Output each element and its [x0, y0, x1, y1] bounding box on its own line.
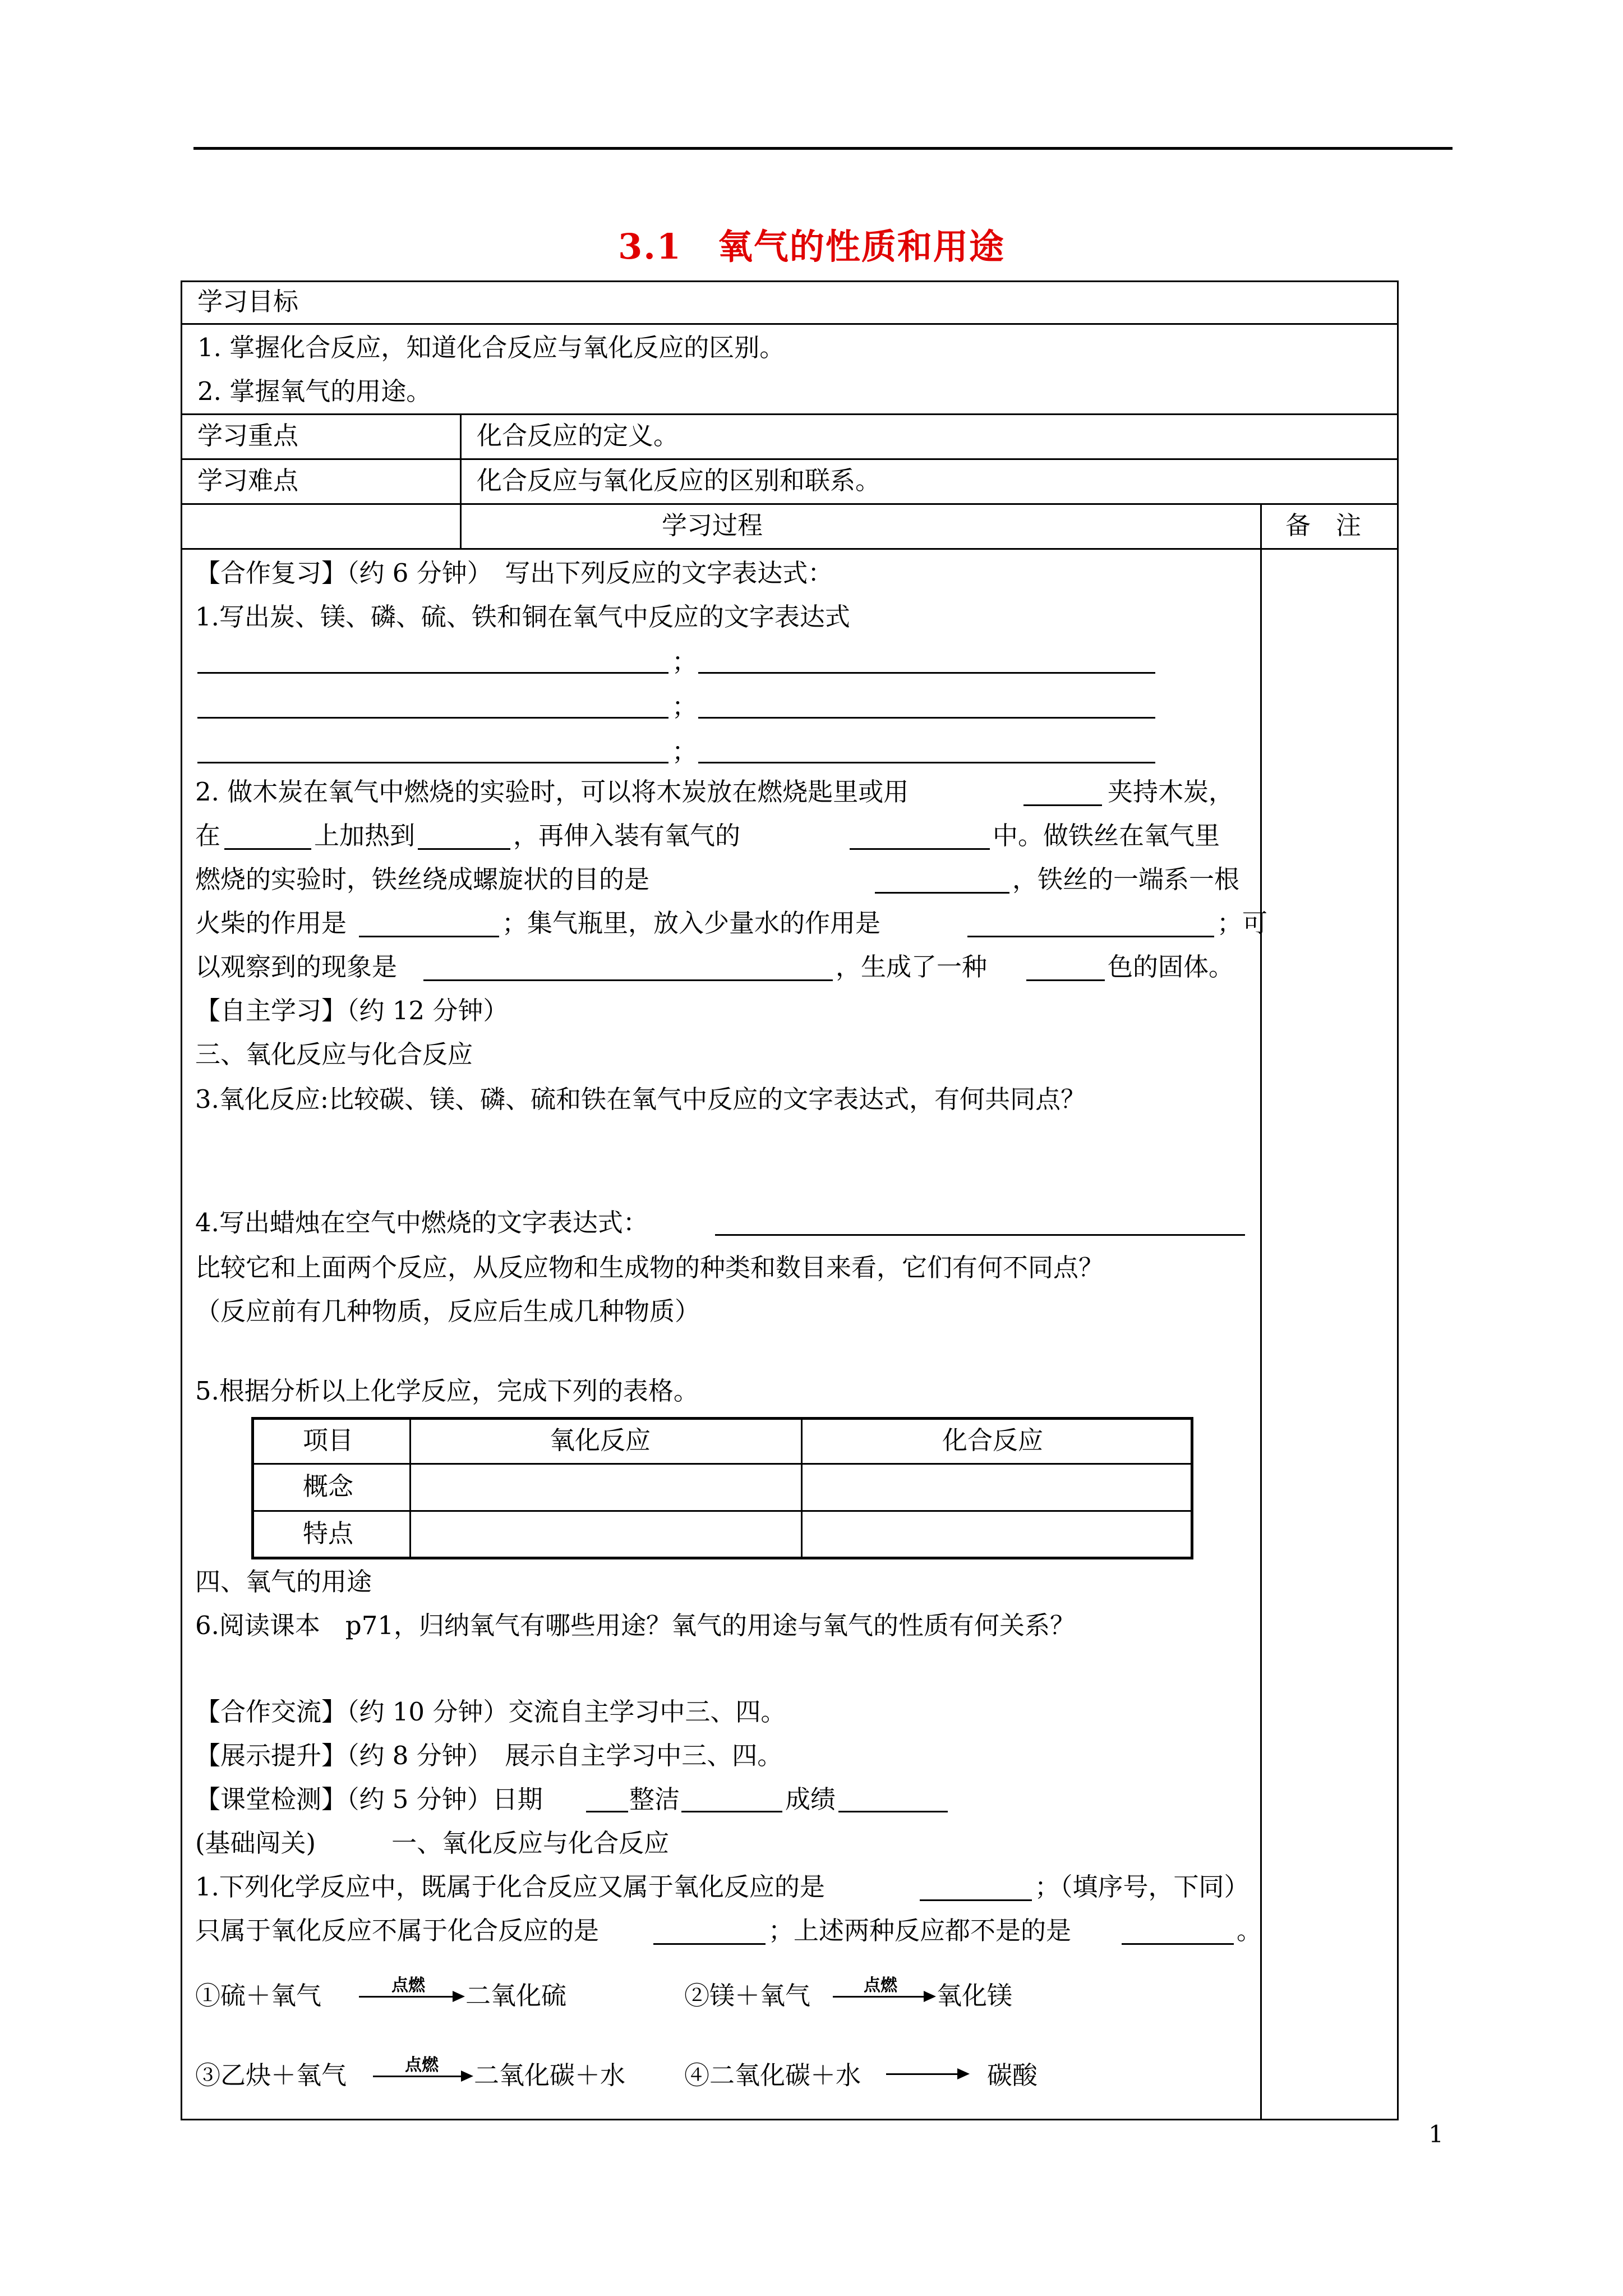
question-5: 5.根据分析以上化学反应，完成下列的表格。 [195, 1376, 699, 1406]
page-number: 1 [1428, 2120, 1444, 2148]
table-header-combination: 化合反应 [942, 1425, 1044, 1455]
table-row-feature: 特点 [303, 1519, 354, 1548]
reaction-1-left: ①硫＋氧气 [195, 1981, 322, 2010]
semicolon: ； [672, 737, 698, 766]
goal-1: 1. 掌握化合反应，知道化合反应与氧化反应的区别。 [197, 333, 785, 362]
reaction-arrow [359, 1996, 463, 1998]
difficulty-label: 学习难点 [197, 466, 299, 495]
question-2-line-4b: ；集气瓶里，放入少量水的作用是 [502, 908, 881, 938]
test-score: 成绩 [785, 1784, 836, 1814]
semicolon: ； [672, 647, 698, 677]
row-divider [181, 413, 1399, 415]
section-3-heading: 三、氧化反应与化合反应 [195, 1039, 473, 1069]
page-title: 3.1 氧气的性质和用途 [618, 226, 1005, 267]
answer-blank[interactable] [698, 762, 1155, 763]
answer-blank[interactable] [875, 892, 1009, 894]
table-col-divider [409, 1417, 411, 1559]
focus-value: 化合反应的定义。 [477, 421, 679, 450]
answer-blank[interactable] [418, 848, 510, 850]
table-row-divider [251, 1463, 1193, 1465]
reaction-4-left: ④二氧化碳＋水 [684, 2060, 861, 2090]
question-4-line-3: （反应前有几种物质，反应后生成几种物质） [195, 1296, 700, 1326]
show-heading: 【展示提升】（约 8 分钟） 展示自主学习中三、四。 [195, 1741, 783, 1770]
semicolon: ； [672, 692, 698, 721]
table-header-oxidation: 氧化反应 [550, 1425, 651, 1455]
reaction-arrow [373, 2076, 471, 2077]
question-2-line-5b: ，生成了一种 [836, 952, 988, 982]
question-3: 3.氧化反应:比较碳、镁、磷、硫和铁在氧气中反应的文字表达式，有何共同点？ [195, 1084, 1086, 1114]
row-divider [181, 548, 1399, 550]
answer-blank[interactable] [423, 979, 833, 981]
reaction-3-right: 二氧化碳＋水 [474, 2060, 626, 2090]
score-blank[interactable] [838, 1811, 948, 1812]
reaction-2-condition: 点燃 [864, 1976, 897, 1995]
row-divider [181, 503, 1399, 505]
answer-blank[interactable] [197, 672, 668, 674]
goal-header: 学习目标 [197, 287, 299, 316]
exercise-1-line-2c: 。 [1237, 1916, 1262, 1945]
reaction-2-left: ②镁＋氧气 [684, 1981, 811, 2010]
test-neatness: 整洁 [629, 1784, 680, 1814]
goal-2: 2. 掌握氧气的用途。 [197, 376, 432, 406]
exercise-1-line-2b: ；上述两种反应都不是的是 [768, 1916, 1072, 1945]
question-2-line-1-end: 夹持木炭， [1108, 777, 1234, 807]
col-divider [460, 413, 462, 548]
comparison-table [251, 1417, 1193, 1559]
notes-header: 备 注 [1285, 510, 1362, 540]
question-2-line-5c: 色的固体。 [1108, 952, 1234, 982]
question-2-line-5a: 以观察到的现象是 [195, 952, 398, 982]
question-4-line-2: 比较它和上面两个反应，从反应物和生成物的种类和数目来看，它们有何不同点？ [195, 1253, 1104, 1282]
reaction-2-right: 氧化镁 [937, 1981, 1013, 2010]
focus-label: 学习重点 [197, 421, 299, 450]
self-study-heading: 【自主学习】（约 12 分钟） [195, 996, 509, 1025]
row-divider [181, 458, 1399, 460]
test-heading: 【课堂检测】（约 5 分钟）日期 [195, 1784, 543, 1814]
answer-blank[interactable] [715, 1234, 1245, 1236]
header-rule [193, 147, 1453, 150]
answer-blank[interactable] [698, 672, 1155, 674]
answer-blank[interactable] [1023, 804, 1102, 806]
question-1: 1.写出炭、镁、磷、硫、铁和铜在氧气中反应的文字表达式 [195, 602, 850, 632]
notes-col-divider [1260, 503, 1262, 2120]
neatness-blank[interactable] [681, 1811, 782, 1812]
exchange-heading: 【合作交流】（约 10 分钟）交流自主学习中三、四。 [195, 1697, 786, 1727]
question-2-line-2a: 在 [195, 821, 221, 850]
answer-blank[interactable] [967, 936, 1214, 937]
answer-blank[interactable] [1026, 979, 1105, 981]
date-blank[interactable] [586, 1811, 628, 1812]
exercise-1-line-2a: 只属于氧化反应不属于化合反应的是 [195, 1916, 600, 1945]
question-2-line-4a: 火柴的作用是 [195, 908, 347, 938]
table-col-divider [801, 1417, 803, 1559]
question-2-line-2c: ，再伸入装有氧气的 [513, 821, 741, 850]
answer-blank[interactable] [359, 936, 499, 937]
question-2-line-4c: ；可 [1217, 908, 1268, 938]
question-2-line-2d: 中。做铁丝在氧气里 [993, 821, 1220, 850]
difficulty-value: 化合反应与氧化反应的区别和联系。 [477, 466, 881, 495]
question-2-line-1: 2. 做木炭在氧气中燃烧的实验时，可以将木炭放在燃烧匙里或用 [195, 777, 909, 807]
answer-blank[interactable] [197, 717, 668, 719]
exercise-1-line-1: 1.下列化学反应中，既属于化合反应又属于氧化反应的是 [195, 1872, 825, 1902]
reaction-3-left: ③乙炔＋氧气 [195, 2060, 347, 2090]
reaction-arrow [833, 1996, 934, 1998]
answer-blank[interactable] [698, 717, 1155, 719]
question-4: 4.写出蜡烛在空气中燃烧的文字表达式： [195, 1208, 648, 1237]
question-2-line-3b: ，铁丝的一端系一根 [1012, 864, 1240, 894]
table-row-concept: 概念 [303, 1471, 354, 1501]
reaction-3-condition: 点燃 [405, 2055, 439, 2075]
section-4-heading: 四、氧气的用途 [195, 1567, 372, 1596]
process-header: 学习过程 [662, 510, 763, 540]
reaction-1-condition: 点燃 [391, 1976, 425, 1995]
basic-heading: (基础闯关) 一、氧化反应与化合反应 [195, 1828, 670, 1858]
answer-blank[interactable] [197, 762, 668, 763]
table-header-item: 项目 [303, 1425, 354, 1455]
question-2-line-2b: 上加热到 [314, 821, 416, 850]
reaction-1-right: 二氧化硫 [465, 1981, 567, 2010]
answer-blank[interactable] [1122, 1943, 1234, 1945]
question-2-line-3a: 燃烧的实验时，铁丝绕成螺旋状的目的是 [195, 864, 650, 894]
reaction-4-right: 碳酸 [987, 2060, 1038, 2090]
answer-blank[interactable] [920, 1899, 1032, 1901]
exercise-1-line-1-end: ；（填序号，下同） [1035, 1872, 1249, 1902]
answer-blank[interactable] [653, 1943, 766, 1945]
review-heading: 【合作复习】（约 6 分钟） 写出下列反应的文字表达式： [195, 558, 833, 588]
question-6: 6.阅读课本 p71，归纳氧气有哪些用途？氧气的用途与氧气的性质有何关系？ [195, 1611, 1076, 1640]
answer-blank[interactable] [850, 848, 990, 850]
answer-blank[interactable] [224, 848, 311, 850]
table-row-divider [251, 1510, 1193, 1512]
reaction-arrow [886, 2073, 967, 2075]
row-divider [181, 323, 1399, 325]
